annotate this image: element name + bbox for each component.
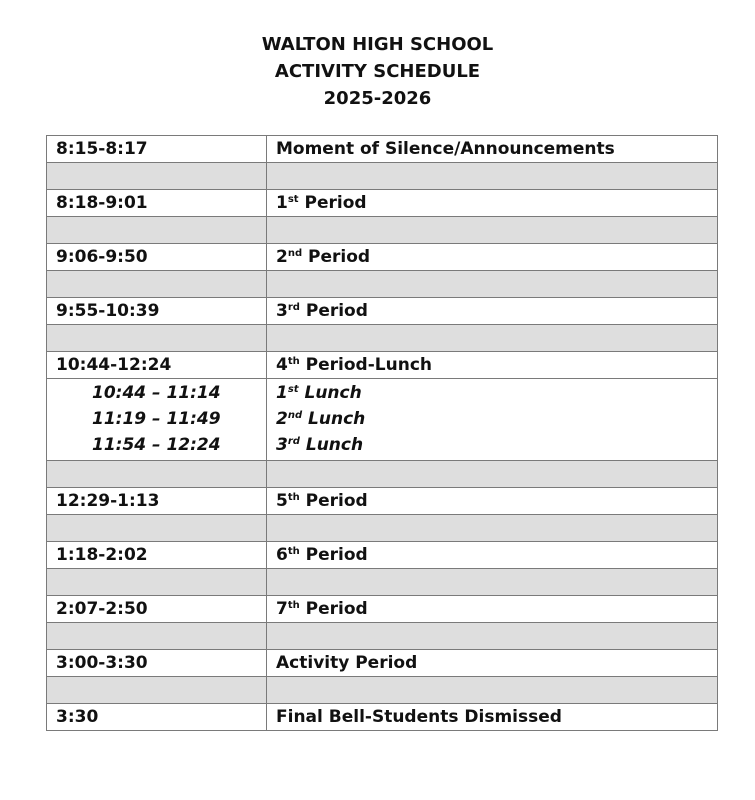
schedule-row-period-5 [47, 488, 718, 515]
spacer-cell [267, 325, 718, 352]
spacer-row [47, 677, 718, 704]
ordinal-suffix: th [287, 492, 300, 503]
spacer-cell [47, 623, 267, 650]
period-label: Period [304, 193, 367, 213]
activity-cell [267, 244, 718, 271]
period-number: 1 [276, 193, 288, 213]
activity-cell: Moment of Silence/Announcements [267, 136, 718, 163]
period-label: Period [305, 491, 368, 511]
lunch-text: Lunch [305, 435, 364, 455]
spacer-cell [47, 271, 267, 298]
lunch-label [276, 380, 717, 406]
time-cell: 8:15-8:17 [47, 136, 267, 163]
period-number: 6 [276, 545, 288, 565]
time-cell: 1:18-2:02 [47, 542, 267, 569]
activity-cell [267, 542, 718, 569]
page-header [0, 31, 755, 112]
schedule-row-period-3 [47, 298, 718, 325]
spacer-cell [267, 461, 718, 488]
spacer-cell [267, 623, 718, 650]
spacer-cell [47, 325, 267, 352]
ordinal-suffix: st [287, 194, 299, 205]
schedule-row-period-2 [47, 244, 718, 271]
spacer-row [47, 569, 718, 596]
time-cell: 3:30 [47, 704, 267, 731]
schedule-row-silence [47, 136, 718, 163]
activity-cell: Final Bell-Students Dismissed [267, 704, 718, 731]
spacer-cell [267, 515, 718, 542]
period-number: 7 [276, 599, 288, 619]
period-label: Period [308, 247, 371, 267]
spacer-cell [47, 677, 267, 704]
schedule-row-final-bell [47, 704, 718, 731]
ordinal-suffix: nd [287, 410, 303, 421]
school-year: 2025-2026 [323, 88, 432, 109]
spacer-cell [47, 569, 267, 596]
activity-cell [267, 298, 718, 325]
ordinal-suffix: th [287, 546, 300, 557]
time-cell: 8:18-9:01 [47, 190, 267, 217]
ordinal-suffix: st [287, 384, 299, 395]
period-number: 2 [276, 247, 288, 267]
activity-cell [267, 190, 718, 217]
ordinal-suffix: th [287, 600, 300, 611]
lunch-times-cell [47, 379, 267, 461]
period-label: Period-Lunch [305, 355, 432, 375]
spacer-row [47, 271, 718, 298]
spacer-row [47, 623, 718, 650]
ordinal-suffix: rd [287, 436, 300, 447]
schedule-table [46, 135, 718, 731]
spacer-cell [47, 461, 267, 488]
schedule-row-period-7 [47, 596, 718, 623]
lunch-label [276, 432, 717, 458]
spacer-cell [47, 163, 267, 190]
period-label: Period [305, 599, 368, 619]
spacer-cell [267, 677, 718, 704]
period-number: 4 [276, 355, 288, 375]
schedule-row-period-1 [47, 190, 718, 217]
lunch-time: 10:44 – 11:14 [92, 383, 221, 403]
spacer-row [47, 163, 718, 190]
lunch-number: 3 [276, 435, 288, 455]
spacer-cell [267, 271, 718, 298]
lunch-number: 2 [276, 409, 288, 429]
spacer-row [47, 217, 718, 244]
page-title: ACTIVITY SCHEDULE [274, 61, 481, 82]
spacer-cell [267, 163, 718, 190]
period-number: 5 [276, 491, 288, 511]
ordinal-suffix: rd [287, 302, 300, 313]
time-cell: 12:29-1:13 [47, 488, 267, 515]
schedule-row-period-6 [47, 542, 718, 569]
ordinal-suffix: th [287, 356, 300, 367]
period-number: 3 [276, 301, 288, 321]
spacer-row [47, 325, 718, 352]
spacer-cell [47, 515, 267, 542]
time-cell: 10:44-12:24 [47, 352, 267, 379]
spacer-cell [267, 569, 718, 596]
lunch-time: 11:54 – 12:24 [92, 435, 221, 455]
lunch-text: Lunch [304, 383, 362, 403]
spacer-row [47, 461, 718, 488]
time-cell: 9:55-10:39 [47, 298, 267, 325]
activity-cell [267, 352, 718, 379]
lunch-labels-cell [267, 379, 718, 461]
spacer-row [47, 515, 718, 542]
time-cell: 3:00-3:30 [47, 650, 267, 677]
activity-cell [267, 488, 718, 515]
lunch-time: 11:19 – 11:49 [92, 409, 221, 429]
activity-cell: Activity Period [267, 650, 718, 677]
lunch-breakdown-row [47, 379, 718, 461]
schedule-row-period-4 [47, 352, 718, 379]
time-cell: 2:07-2:50 [47, 596, 267, 623]
ordinal-suffix: nd [287, 248, 303, 259]
period-label: Period [305, 545, 368, 565]
lunch-text: Lunch [308, 409, 366, 429]
spacer-cell [47, 217, 267, 244]
lunch-label [276, 406, 717, 432]
time-cell: 9:06-9:50 [47, 244, 267, 271]
lunch-number: 1 [276, 383, 288, 403]
spacer-cell [267, 217, 718, 244]
activity-cell [267, 596, 718, 623]
school-name: WALTON HIGH SCHOOL [261, 34, 494, 55]
schedule-row-activity [47, 650, 718, 677]
period-label: Period [305, 301, 368, 321]
